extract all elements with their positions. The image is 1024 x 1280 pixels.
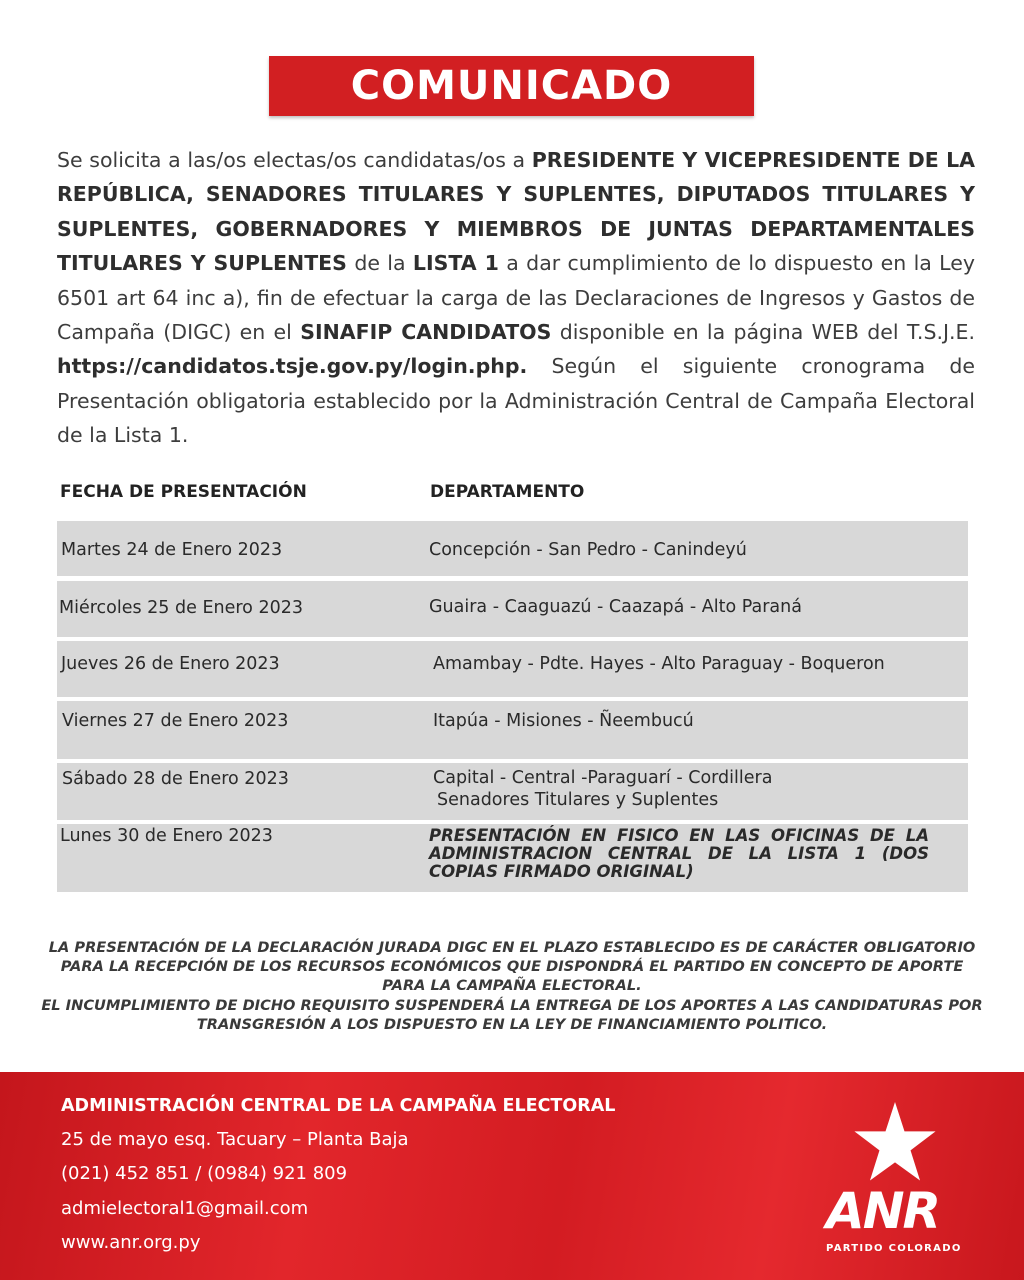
- intro-list: LISTA 1: [412, 251, 499, 276]
- table-row: [57, 763, 968, 820]
- row-date: Lunes 30 de Enero 2023: [60, 826, 273, 846]
- row-department: Amambay - Pdte. Hayes - Alto Paraguay - Boqueron: [433, 654, 885, 674]
- footer-email[interactable]: admielectoral1@gmail.com: [61, 1198, 309, 1219]
- footer-address: 25 de mayo esq. Tacuary – Planta Baja: [61, 1129, 409, 1150]
- row-date: Viernes 27 de Enero 2023: [62, 711, 289, 731]
- intro-text: Se solicita a las/os electas/os candidatas/os a: [57, 148, 532, 172]
- notice: [40, 938, 984, 1034]
- table-row: [57, 581, 968, 637]
- row-date: Martes 24 de Enero 2023: [61, 540, 283, 560]
- row-department: Guaira - Caaguazú - Caazapá - Alto Paraná: [429, 597, 802, 617]
- table-row: [57, 641, 968, 697]
- table-row: [57, 824, 968, 892]
- row-department-extra: Senadores Titulares y Suplentes: [437, 790, 719, 810]
- row-department: Itapúa - Misiones - Ñeembucú: [433, 711, 694, 731]
- table-row: [57, 521, 968, 576]
- anr-logo: [820, 1102, 970, 1262]
- notice-line: LA PRESENTACIÓN DE LA DECLARACIÓN JURADA DIGC EN EL PLAZO ESTABLECIDO ES DE CARÁCTER OBLIGATORIO PARA LA RECEPCIÓN DE LOS RECURSOS ECONÓMICOS QUE DISPONDRÁ EL PARTIDO EN CONCEPTO DE APORTE PARA LA CAMPAÑA ELECTORAL.: [48, 939, 976, 995]
- star-icon: [850, 1102, 940, 1184]
- header-date: FECHA DE PRESENTACIÓN: [60, 482, 307, 502]
- intro-text: Según el siguiente cronograma de Presentación obligatoria establecido por la Administración Central de Campaña Electoral de la Lista 1.: [57, 354, 975, 448]
- intro-positions: PRESIDENTE Y VICEPRESIDENTE DE LA REPÚBLICA, SENADORES TITULARES Y SUPLENTES, DIPUTADOS TITULARES Y SUPLENTES, GOBERNADORES Y MIEMBROS DE JUNTAS DEPARTAMENTALES TITULARES Y SUPLENTES: [57, 148, 975, 276]
- row-department-physical: PRESENTACIÓN EN FISICO EN LAS OFICINAS DE LA ADMINISTRACION CENTRAL DE LA LISTA 1 (DOS COPIAS FIRMADO ORIGINAL): [429, 826, 929, 881]
- intro-text: disponible en la página WEB del T.S.J.E.: [551, 320, 976, 345]
- footer-organization: ADMINISTRACIÓN CENTRAL DE LA CAMPAÑA ELECTORAL: [61, 1096, 616, 1116]
- intro-url[interactable]: https://candidatos.tsje.gov.py/login.php.: [57, 354, 528, 379]
- intro-text: a dar cumplimiento de lo dispuesto en la Ley 6501 art 64 inc a), fin de efectuar la carga de las Declaraciones de Ingresos y Gastos de Campaña (DIGC) en el: [57, 251, 975, 345]
- intro-paragraph: [57, 143, 975, 453]
- notice-line: EL INCUMPLIMIENTO DE DICHO REQUISITO SUSPENDERÁ LA ENTREGA DE LOS APORTES A LAS CANDIDATURAS POR TRANSGRESIÓN A LOS DISPUESTO EN LA LEY DE FINANCIAMIENTO POLITICO.: [41, 996, 983, 1033]
- footer-website[interactable]: www.anr.org.py: [61, 1232, 201, 1253]
- intro-system: SINAFIP CANDIDATOS: [300, 320, 552, 345]
- intro-text: de la: [346, 251, 413, 276]
- table-row: [57, 701, 968, 759]
- footer-phone: (021) 452 851 / (0984) 921 809: [61, 1163, 348, 1184]
- row-date: Miércoles 25 de Enero 2023: [59, 598, 303, 618]
- logo-subtitle: PARTIDO COLORADO: [826, 1243, 962, 1254]
- logo-text: ANR: [826, 1182, 940, 1240]
- footer: [0, 1072, 1024, 1280]
- row-department: Capital - Central -Paraguarí - Cordillera: [433, 768, 773, 788]
- page-title: COMUNICADO: [350, 63, 673, 109]
- row-date: Jueves 26 de Enero 2023: [61, 654, 280, 674]
- row-department: Concepción - San Pedro - Canindeyú: [429, 540, 747, 560]
- row-date: Sábado 28 de Enero 2023: [62, 769, 289, 789]
- title-banner: [269, 56, 754, 116]
- header-department: DEPARTAMENTO: [430, 482, 585, 502]
